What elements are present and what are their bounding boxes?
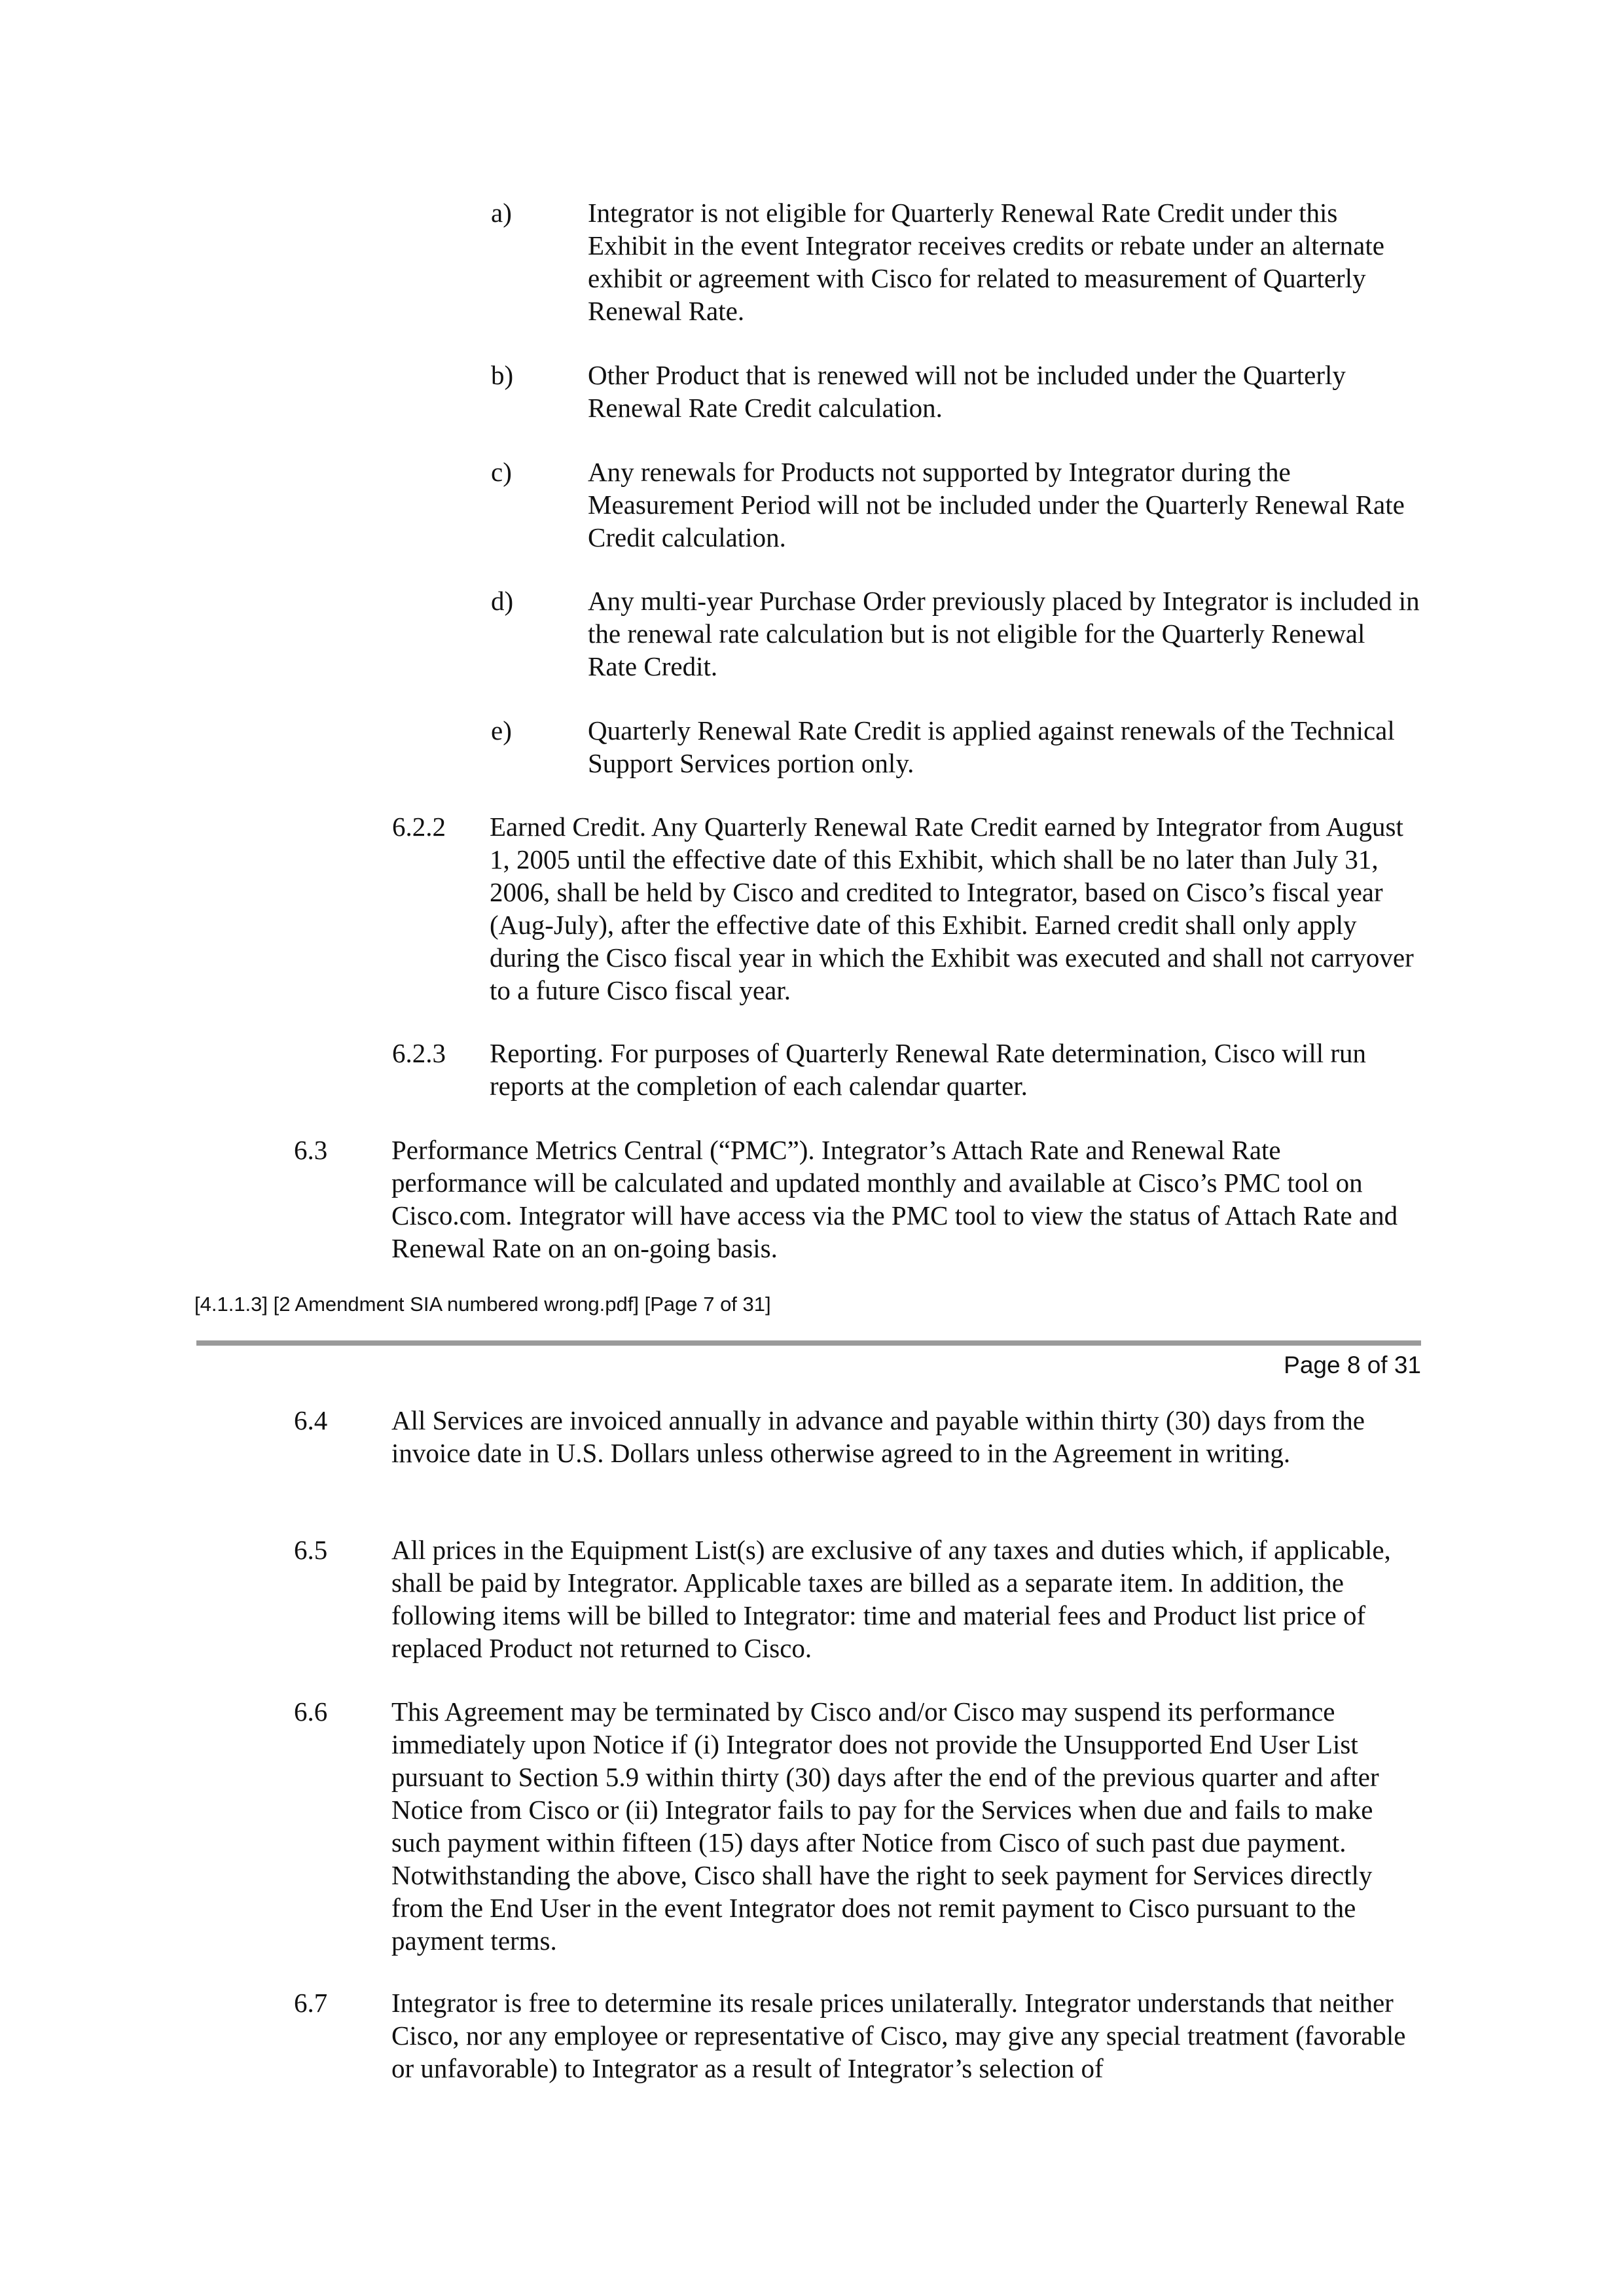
section-6-5-text: All prices in the Equipment List(s) are exclusive of any taxes and duties which, if applicable, shall be paid by Integrator. Applicable taxes are billed as a separate item. In addition, the following items will be billed to Integrator: time and material fees and Product list price of replaced Product not returned to Cisco. — [391, 1535, 1391, 1663]
item-a-label: a) — [491, 198, 512, 228]
item-e-text: Quarterly Renewal Rate Credit is applied against renewals of the Technical Support Services portion only. — [588, 715, 1395, 778]
item-c-label: c) — [491, 457, 512, 487]
section-6-2-3-number: 6.2.3 — [392, 1038, 446, 1068]
section-6-2-2-text: Earned Credit. Any Quarterly Renewal Rate Credit earned by Integrator from August 1, 2005 until the effective date of this Exhibit, which shall be no later than July 31, 2006, shall be held by Cisco and credited to Integrator, based on Cisco’s fiscal year (Aug-July), after the effective date of this Exhibit. Earned credit shall only apply during the Cisco fiscal year in which the Exhibit was executed and shall not carryover to a future Cisco fiscal year. — [490, 812, 1414, 1005]
item-b-text: Other Product that is renewed will not be included under the Quarterly Renewal Rate Credit calculation. — [588, 360, 1346, 423]
section-6-4-text: All Services are invoiced annually in advance and payable within thirty (30) days from the invoice date in U.S. Dollars unless otherwise agreed to in the Agreement in writing. — [391, 1405, 1365, 1468]
item-e-label: e) — [491, 715, 512, 745]
page-number: Page 8 of 31 — [1284, 1352, 1421, 1378]
section-6-7-number: 6.7 — [294, 1988, 328, 2018]
section-6-5-number: 6.5 — [294, 1535, 328, 1565]
section-6-6-number: 6.6 — [294, 1696, 328, 1727]
section-6-3-number: 6.3 — [294, 1135, 328, 1165]
section-6-3-text: Performance Metrics Central (“PMC”). Integrator’s Attach Rate and Renewal Rate performance will be calculated and updated monthly and available at Cisco’s PMC tool on Cisco.com. Integrator will have access via the PMC tool to view the status of Attach Rate and Renewal Rate on an on-going basis. — [391, 1135, 1398, 1263]
item-b-label: b) — [491, 360, 514, 390]
item-d-label: d) — [491, 586, 514, 616]
page-footer-reference: [4.1.1.3] [2 Amendment SIA numbered wrong.pdf] [Page 7 of 31] — [194, 1293, 771, 1316]
section-6-4-number: 6.4 — [294, 1405, 328, 1435]
page-divider — [196, 1340, 1421, 1346]
section-6-7-text: Integrator is free to determine its resale prices unilaterally. Integrator understands that neither Cisco, nor any employee or representative of Cisco, may give any special treatment (favorable or unfavorable) to Integrator as a result of Integrator’s selection of — [391, 1988, 1406, 2083]
item-d-text: Any multi-year Purchase Order previously placed by Integrator is included in the renewal rate calculation but is not eligible for the Quarterly Renewal Rate Credit. — [588, 586, 1420, 681]
item-c-text: Any renewals for Products not supported by Integrator during the Measurement Period will not be included under the Quarterly Renewal Rate Credit calculation. — [588, 457, 1405, 552]
item-a-text: Integrator is not eligible for Quarterly Renewal Rate Credit under this Exhibit in the event Integrator receives credits or rebate under an alternate exhibit or agreement with Cisco for related to measurement of Quarterly Renewal Rate. — [588, 198, 1384, 326]
section-6-6-text: This Agreement may be terminated by Cisco and/or Cisco may suspend its performance immediately upon Notice if (i) Integrator does not provide the Unsupported End User List pursuant to Section 5.9 within thirty (30) days after the end of the previous quarter and after Notice from Cisco or (ii) Integrator fails to pay for the Services when due and fails to make such payment within fifteen (15) days after Notice from Cisco of such past due payment. Notwithstanding the above, Cisco shall have the right to seek payment for Services directly from the End User in the event Integrator does not remit payment to Cisco pursuant to the payment terms. — [391, 1696, 1379, 1956]
section-6-2-2-number: 6.2.2 — [392, 812, 446, 842]
section-6-2-3-text: Reporting. For purposes of Quarterly Renewal Rate determination, Cisco will run reports at the completion of each calendar quarter. — [490, 1038, 1367, 1101]
